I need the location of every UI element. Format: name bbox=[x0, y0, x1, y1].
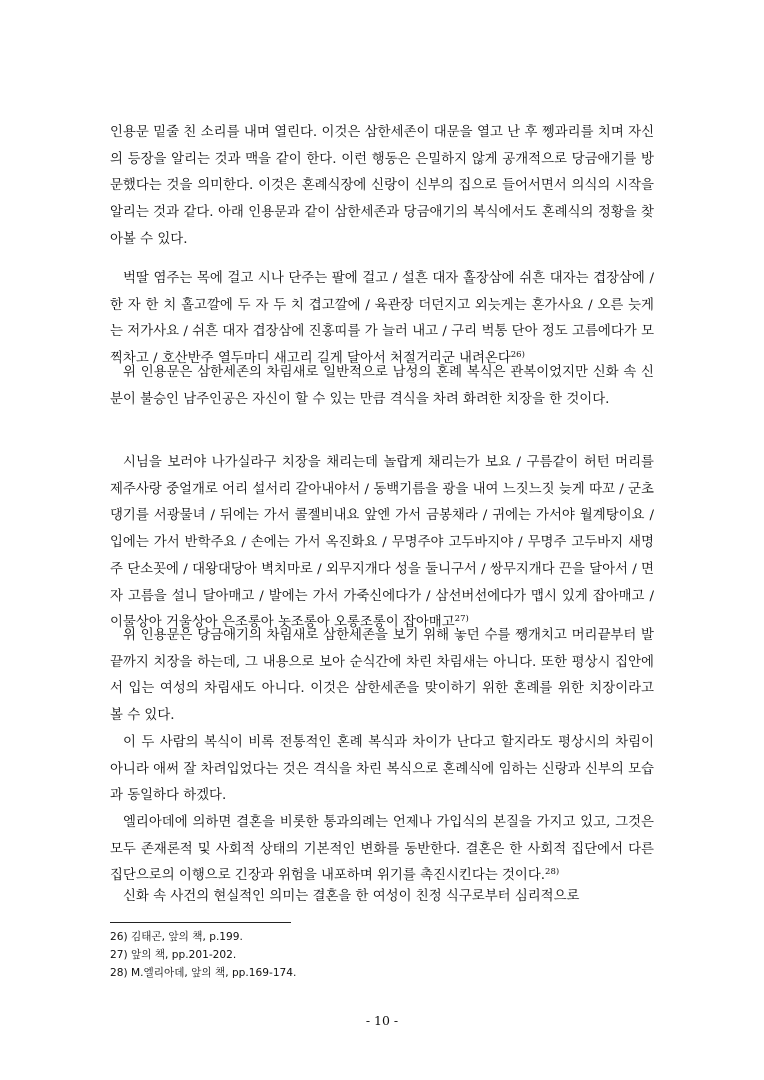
footnote-ref: 28) bbox=[545, 867, 560, 878]
paragraph-3 bbox=[110, 623, 654, 730]
paragraph-1 bbox=[110, 120, 654, 254]
paragraph-5 bbox=[110, 810, 654, 890]
footnote-26: 26) 김태곤, 앞의 책, p.199. bbox=[110, 931, 243, 943]
paragraph-text: 인용문 밑줄 친 소리를 내며 열린다. 이것은 삼한세존이 대문을 열고 난 후 쩽과리를 치며 자신의 등장을 알리는 것과 맥을 같이 한다. 이런 행동은 은밀하지 않게 공개적으로 당금애기를 방문했다는 것을 의미한다. 이것은 혼례식장에 신랑이 신부의 집으로 들어서면서 의식의 시작을 알리는 것과 같다. 아래 인용문과 같이 삼한세존과 당금애기의 복식에서도 혼례식의 정황을 찾아볼 수 있다. bbox=[110, 125, 654, 247]
page-number: - 10 - bbox=[365, 1013, 399, 1028]
footnotes bbox=[110, 928, 654, 982]
quote-text: 벅딸 염주는 목에 걸고 시나 단주는 팔에 걸고 / 설흔 대자 홀장삼에 쉬흔 대자는 겹장삼에 / 한 자 한 치 홀고깔에 두 자 두 치 겹고깔에 / 육관장 더던지고 외늣게는 혼가사요 / 오른 늣게는 저가사요 / 쉬흔 대자 겹장삼에 진홍띠를 가 늘러 내고 / 구리 벅통 단아 정도 고름에다가 모찍차고 / 호산반주 열두마디 새고리 길게 달아서 처절거리군 내려온다 bbox=[110, 271, 654, 367]
paragraph-text: 이 두 사람의 복식이 비록 전통적인 혼례 복식과 차이가 난다고 할지라도 평상시의 차림이 아니라 애써 잘 차려입었다는 것은 격식을 차린 복식으로 혼례식에 임하는 신랑과 신부의 모습과 동일하다 하겠다. bbox=[110, 735, 654, 804]
quote-1 bbox=[110, 266, 654, 373]
paragraph-4 bbox=[110, 730, 654, 810]
paragraph-text: 위 인용문은 삼한세존의 차림새로 일반적으로 남성의 혼례 복식은 관복이었지만 신화 속 신분이 불승인 남주인공은 자신이 할 수 있는 만큼 격식을 차려 화려한 치장을 한 것이다. bbox=[110, 365, 654, 407]
paragraph-text: 위 인용문은 당금애기의 차림새로 삼한세존을 보기 위해 놓던 수를 쨍개치고 머리끝부터 발끝까지 치장을 하는데, 그 내용으로 보아 순식간에 차린 차림새는 아니다. 또한 평상시 집안에서 입는 여성의 차림새도 아니다. 이것은 삼한세존을 맞이하기 위한 혼례를 위한 치장이라고 볼 수 있다. bbox=[110, 628, 654, 724]
paragraph-text: 신화 속 사건의 현실적인 의미는 결혼을 한 여성이 친정 식구로부터 심리적으로 bbox=[123, 889, 580, 904]
footnote-divider bbox=[110, 922, 291, 923]
footnote-ref: 27) bbox=[454, 614, 469, 625]
paragraph-2 bbox=[110, 360, 654, 413]
footnote-27: 27) 앞의 책, pp.201-202. bbox=[110, 949, 237, 961]
paragraph-6 bbox=[110, 884, 654, 911]
footnote-28: 28) M.엘리아데, 앞의 책, pp.169-174. bbox=[110, 967, 297, 979]
quote-text: 시님을 보러야 나가실라구 치장을 채리는데 놀랍게 채리는가 보요 / 구름같이 허턴 머리를 제주사랑 중얼개로 어리 설서리 갈아내야서 / 동백기름을 광을 내여 느짓느짓 늦게 따꼬 / 군초댕기를 서광물녀 / 뒤에는 가서 콜젤비내요 앞엔 가서 금봉채라 / 귀에는 가서야 월계탕이요 / 입에는 가서 반학주요 / 손에는 가서 옥진화요 / 무명주야 고두바지야 / 무명주 고두바지 새명주 단소꼿에 / 대왕대당아 벽치마로 / 외무지개다 성을 둘니구서 / 쌍무지개다 끈을 달아서 / 면자 고름을 설니 달아매고 / 발에는 가서 가죽신에다가 / 삼선버선에다가 맵시 있게 잡아매고 / 이물상아 거울상아 은조롱아 놋조롱아 오롱조롱이 잡아매고 bbox=[110, 455, 654, 631]
paragraph-text: 엘리아데에 의하면 결혼을 비롯한 통과의례는 언제나 가입식의 본질을 가지고 있고, 그것은 모두 존재론적 및 사회적 상태의 기본적인 변화를 동반한다. 결혼은 한 사회적 집단에서 다른 집단으로의 이행으로 긴장과 위험을 내포하며 위기를 촉진시킨다는 것이다. bbox=[110, 815, 654, 884]
footnote-ref: 26) bbox=[510, 350, 525, 361]
quote-2 bbox=[110, 450, 654, 637]
